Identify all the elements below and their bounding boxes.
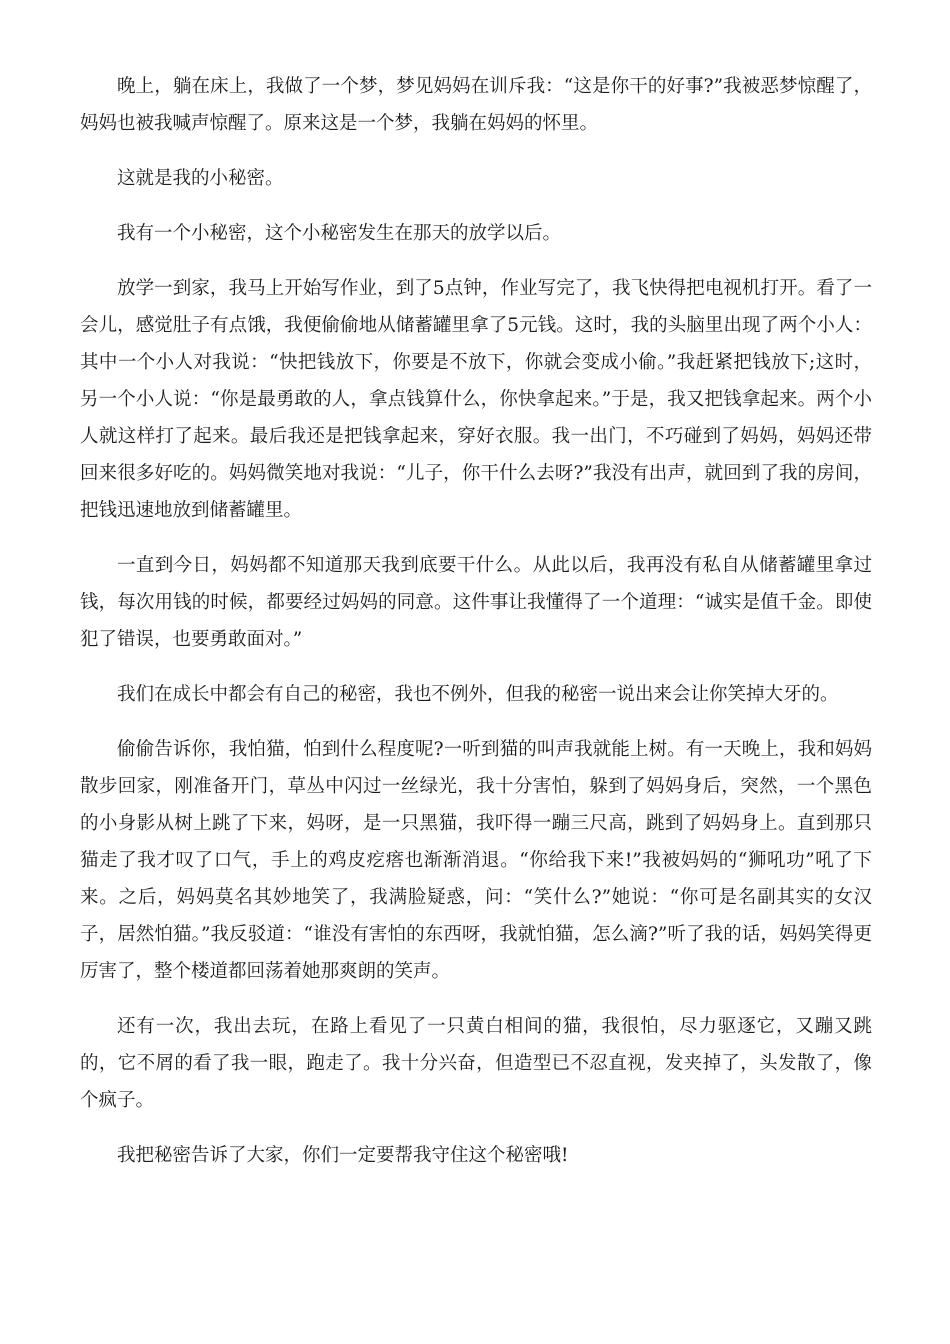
paragraph-afraid-of-cats: 偷偷告诉你，我怕猫，怕到什么程度呢?一听到猫的叫声我就能上树。有一天晚上，我和妈妈散步回家，刚准备开门，草丛中闪过一丝绿光，我十分害怕，躲到了妈妈身后，突然，一个黑色的小身影从树上跳了下来，妈呀，是一只黑猫，我吓得一蹦三尺高，跳到了妈妈身上。直到那只猫走了我才叹了口气，手上的鸡皮疙瘩也渐渐消退。“你给我下来!”我被妈妈的“狮吼功”吼了下来。之后，妈妈莫名其妙地笑了，我满脸疑惑，问：“笑什么?”她说：“你可是名副其实的女汉子，居然怕猫。”我反驳道：“谁没有害怕的东西呀，我就怕猫，怎么滴?”听了我的话，妈妈笑得更厉害了，整个楼道都回荡着她那爽朗的笑声。 [80,739,872,982]
paragraph-dream: 晚上，躺在床上，我做了一个梦，梦见妈妈在训斥我：“这是你干的好事?”我被恶梦惊醒了，妈妈也被我喊声惊醒了。原来这是一个梦，我躺在妈妈的怀里。 [80,76,872,134]
paragraph-growing-secrets: 我们在成长中都会有自己的秘密，我也不例外，但我的秘密一说出来会让你笑掉大牙的。 [117,684,839,705]
paragraph-secret-intro: 我有一个小秘密，这个小秘密发生在那天的放学以后。 [117,223,562,244]
paragraph-after-school: 放学一到家，我马上开始写作业，到了5点钟，作业写完了，我飞快得把电视机打开。看了一会儿，感觉肚子有点饿，我便偷偷地从储蓄罐里拿了5元钱。这时，我的头脑里出现了两个小人：其中一个小人对我说：“快把钱放下，你要是不放下，你就会变成小偷。”我赶紧把钱放下;这时，另一个小人说：“你是最勇敢的人，拿点钱算什么，你快拿起来。”于是，我又把钱拿起来。两个小人就这样打了起来。最后我还是把钱拿起来，穿好衣服。我一出门，不巧碰到了妈妈，妈妈还带回来很多好吃的。妈妈微笑地对我说：“儿子，你干什么去呀?”我没有出声，就回到了我的房间，把钱迅速地放到储蓄罐里。 [80,278,872,521]
document-page [80,68,872,1192]
paragraph-another-time: 还有一次，我出去玩，在路上看见了一只黄白相间的猫，我很怕，尽力驱逐它，又蹦又跳的，它不屑的看了我一眼，跑走了。我十分兴奋，但造型已不忍直视，发夹掉了，头发散了，像个疯子。 [80,1016,872,1111]
paragraph-my-secret: 这就是我的小秘密。 [117,168,284,189]
paragraph-honesty-lesson: 一直到今日，妈妈都不知道那天我到底要干什么。从此以后，我再没有私自从储蓄罐里拿过钱，每次用钱的时候，都要经过妈妈的同意。这件事让我懂得了一个道理：“诚实是值千金。即使犯了错误，也要勇敢面对。” [80,555,872,650]
paragraph-keep-secret: 我把秘密告诉了大家，你们一定要帮我守住这个秘密哦! [117,1145,569,1166]
